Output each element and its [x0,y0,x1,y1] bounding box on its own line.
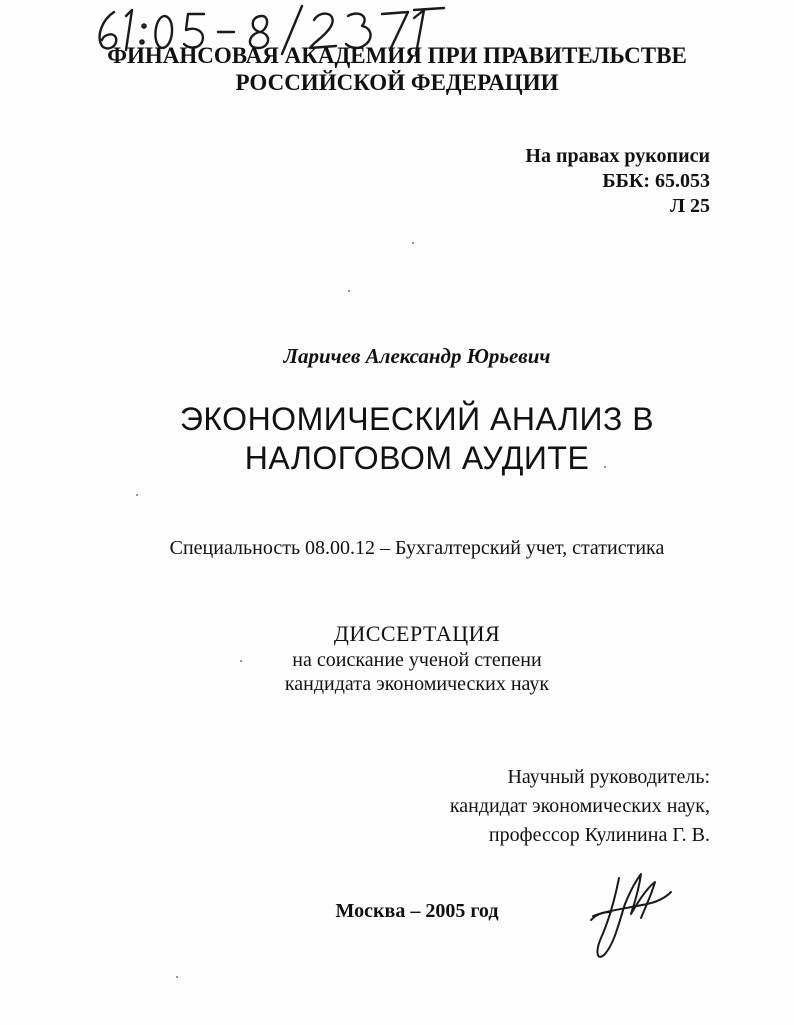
title-line-1: ЭКОНОМИЧЕСКИЙ АНАЛИЗ В [179,401,655,437]
scan-speck [176,976,178,978]
supervisor-block [450,763,710,850]
institution-name [0,42,794,96]
classification-block [525,144,710,219]
institution-line-1: ФИНАНСОВАЯ АКАДЕМИЯ ПРИ ПРАВИТЕЛЬСТВЕ [107,43,687,68]
manuscript-rights-label: На правах рукописи [525,145,710,167]
scan-speck [348,290,350,292]
institution-line-2: РОССИЙСКОЙ ФЕДЕРАЦИИ [235,70,559,95]
city-and-year: Москва – 2005 год [335,900,499,922]
dissertation-title [0,400,794,478]
title-line-2: НАЛОГОВОМ АУДИТЕ [244,440,590,476]
supervisor-label: Научный руководитель: [507,766,710,788]
degree-line-2: кандидата экономических наук [284,673,550,695]
dissertation-type-block [0,622,794,696]
bbk-code: ББК: 65.053 [602,170,710,192]
author-mark-code: Л 25 [670,195,710,217]
author-name: Ларичев Александр Юрьевич [283,344,551,368]
degree-line-1: на соискание ученой степени [292,649,542,671]
dissertation-type: ДИССЕРТАЦИЯ [333,621,501,646]
supervisor-degree: кандидат экономических наук, [449,795,710,817]
scan-speck [604,466,606,468]
scan-speck [412,242,414,244]
supervisor-name: профессор Кулинина Г. В. [488,824,710,846]
scan-speck [136,494,138,496]
specialty-line: Специальность 08.00.12 – Бухгалтерский учет, статистика [169,537,665,559]
scan-speck [240,660,242,662]
